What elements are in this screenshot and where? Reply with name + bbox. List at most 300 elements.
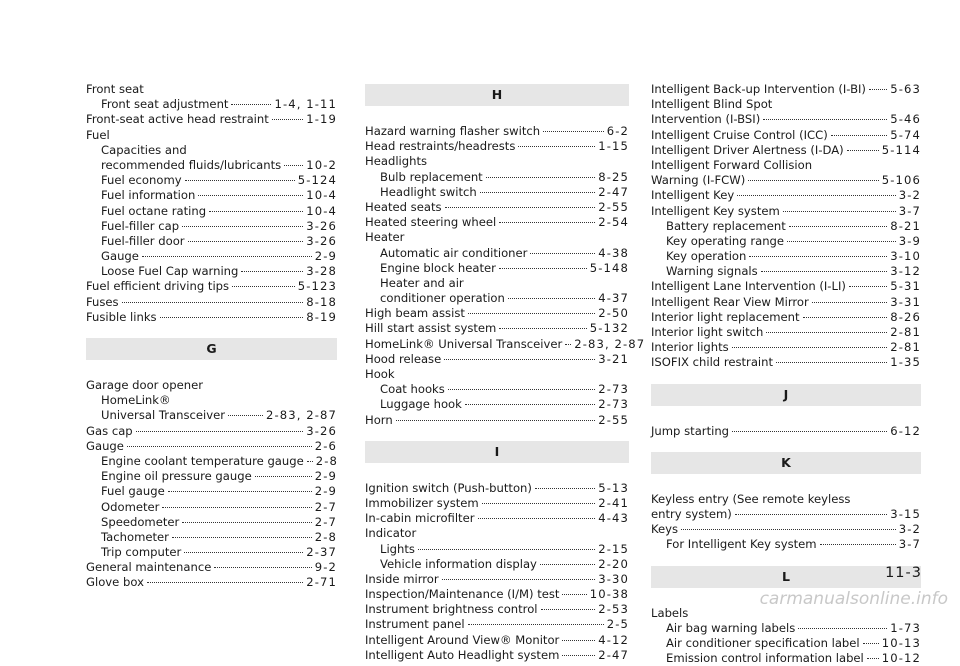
entry-page-ref: 3-31 bbox=[890, 294, 921, 309]
dot-leader bbox=[766, 332, 887, 333]
entry-term: Glove box bbox=[86, 575, 144, 590]
entry-page-ref: 4-12 bbox=[598, 632, 629, 647]
entry-page-ref: 10-13 bbox=[881, 635, 921, 650]
dot-leader bbox=[732, 347, 888, 348]
entry-page-ref: 4-38 bbox=[598, 245, 629, 260]
dot-leader bbox=[241, 271, 303, 272]
index-entry bbox=[651, 128, 921, 143]
index-entry bbox=[86, 234, 337, 249]
index-entry bbox=[365, 557, 629, 572]
index-entry bbox=[651, 636, 921, 651]
entry-page-ref: 2-9 bbox=[314, 249, 337, 264]
entry-term: Fuses bbox=[86, 294, 119, 309]
entry-term: Intelligent Key system bbox=[651, 203, 780, 218]
entry-term: Gauge bbox=[86, 438, 124, 453]
entry-page-ref: 2-9 bbox=[314, 484, 337, 499]
index-entry bbox=[86, 310, 337, 325]
dot-leader bbox=[231, 104, 271, 105]
page-number: 11-3 bbox=[885, 565, 922, 581]
entry-page-ref: 3-26 bbox=[306, 218, 337, 233]
index-column-1 bbox=[86, 82, 337, 591]
dot-leader bbox=[445, 207, 596, 208]
entry-page-ref: 5-63 bbox=[890, 82, 921, 96]
index-entry bbox=[365, 413, 629, 428]
dot-leader bbox=[869, 89, 887, 90]
entry-term: Front seat adjustment bbox=[101, 97, 229, 112]
entry-term: Universal Transceiver bbox=[101, 408, 225, 423]
dot-leader bbox=[142, 256, 312, 257]
entry-page-ref: 10-4 bbox=[306, 203, 337, 218]
entry-page-ref: 1-19 bbox=[306, 112, 337, 127]
section-letter-i: I bbox=[365, 441, 629, 463]
entry-page-ref: 5-106 bbox=[881, 173, 921, 188]
dot-leader bbox=[562, 640, 595, 641]
index-entry bbox=[86, 204, 337, 219]
index-entry bbox=[365, 291, 629, 306]
dot-leader bbox=[562, 594, 586, 595]
entry-page-ref: 5-132 bbox=[589, 321, 629, 336]
dot-leader bbox=[448, 389, 595, 390]
entry-term: Loose Fuel Cap warning bbox=[101, 264, 239, 279]
entry-page-ref: 2-15 bbox=[598, 541, 629, 556]
entry-page-ref: 5-31 bbox=[890, 279, 921, 294]
entry-page-ref: 9-2 bbox=[314, 560, 337, 575]
entry-page-ref: 2-6 bbox=[314, 438, 337, 453]
entry-page-ref: 2-55 bbox=[598, 199, 629, 214]
entry-page-ref: 4-37 bbox=[598, 291, 629, 306]
index-entry bbox=[86, 515, 337, 530]
index-entry: Indicator bbox=[365, 526, 417, 541]
index-entry bbox=[86, 500, 337, 515]
dot-leader bbox=[530, 253, 595, 254]
entry-term: Fuel octane rating bbox=[101, 203, 207, 218]
dot-leader bbox=[444, 359, 595, 360]
entry-term: Jump starting bbox=[651, 423, 730, 438]
entry-page-ref: 2-73 bbox=[598, 382, 629, 397]
entry-page-ref: 5-74 bbox=[890, 127, 921, 142]
dot-leader bbox=[182, 522, 311, 523]
index-entry bbox=[651, 264, 921, 279]
dot-leader bbox=[831, 135, 888, 136]
index-entry bbox=[365, 587, 629, 602]
index-entry bbox=[365, 602, 629, 617]
index-entry bbox=[365, 321, 629, 336]
index-entry bbox=[651, 82, 921, 97]
dot-leader bbox=[863, 643, 879, 644]
entry-term: Heated steering wheel bbox=[365, 215, 497, 230]
entry-term: Automatic air conditioner bbox=[380, 245, 528, 260]
entry-term: Warning (I-FCW) bbox=[651, 173, 746, 188]
entry-page-ref: 8-19 bbox=[306, 309, 337, 324]
entry-term: Intelligent Key bbox=[651, 188, 735, 203]
index-entry bbox=[86, 545, 337, 560]
index-entry: Labels bbox=[651, 605, 689, 620]
entry-page-ref: 2-47 bbox=[598, 647, 629, 662]
entry-page-ref: 6-12 bbox=[890, 423, 921, 438]
dot-leader bbox=[465, 404, 595, 405]
index-entry bbox=[651, 507, 921, 522]
entry-page-ref: 3-30 bbox=[598, 571, 629, 586]
entry-term: Engine coolant temperature gauge bbox=[101, 453, 304, 468]
dot-leader bbox=[820, 544, 896, 545]
entry-term: Instrument panel bbox=[365, 617, 465, 632]
entry-page-ref: 3-21 bbox=[598, 351, 629, 366]
dot-leader bbox=[735, 514, 888, 515]
index-entry bbox=[365, 170, 629, 185]
index-entry bbox=[651, 621, 921, 636]
index-entry bbox=[651, 188, 921, 203]
dot-leader bbox=[681, 529, 896, 530]
entry-term: Ignition switch (Push-button) bbox=[365, 480, 532, 495]
entry-term: Fuel economy bbox=[101, 173, 182, 188]
entry-term: Intelligent Auto Headlight system bbox=[365, 647, 560, 662]
entry-term: Headlight switch bbox=[380, 184, 477, 199]
entry-term: Fuel-filler door bbox=[101, 233, 185, 248]
index-entry bbox=[86, 295, 337, 310]
dot-leader bbox=[748, 180, 879, 181]
dot-leader bbox=[737, 195, 896, 196]
section-letter-l: L bbox=[651, 566, 921, 588]
entry-page-ref: 10-12 bbox=[881, 651, 921, 666]
index-entry: Headlights bbox=[365, 154, 428, 169]
entry-term: Coat hooks bbox=[380, 382, 445, 397]
section-letter-g: G bbox=[86, 338, 337, 360]
dot-leader bbox=[418, 549, 595, 550]
entry-term: Key operating range bbox=[666, 233, 785, 248]
entry-term: General maintenance bbox=[86, 560, 212, 575]
entry-term: Inside mirror bbox=[365, 571, 439, 586]
dot-leader bbox=[565, 344, 571, 345]
dot-leader bbox=[198, 195, 303, 196]
index-entry bbox=[86, 560, 337, 575]
dot-leader bbox=[732, 431, 887, 432]
index-entry bbox=[365, 215, 629, 230]
dot-leader bbox=[789, 226, 888, 227]
entry-term: Trip computer bbox=[101, 545, 182, 560]
index-entry bbox=[365, 124, 629, 139]
entry-page-ref: 2-9 bbox=[314, 469, 337, 484]
dot-leader bbox=[482, 503, 596, 504]
entry-term: In-cabin microfilter bbox=[365, 511, 475, 526]
entry-page-ref: 5-123 bbox=[297, 279, 337, 294]
index-entry: Capacities and bbox=[101, 142, 187, 157]
index-entry bbox=[651, 112, 921, 127]
dot-leader bbox=[787, 241, 896, 242]
index-entry bbox=[365, 633, 629, 648]
entry-page-ref: 6-2 bbox=[606, 124, 629, 138]
dot-leader bbox=[184, 552, 303, 553]
dot-leader bbox=[468, 624, 604, 625]
entry-page-ref: 8-26 bbox=[890, 309, 921, 324]
entry-term: Keys bbox=[651, 522, 679, 537]
entry-term: Intelligent Cruise Control (ICC) bbox=[651, 127, 828, 142]
entry-term: Fusible links bbox=[86, 309, 157, 324]
entry-page-ref: 5-46 bbox=[890, 112, 921, 127]
dot-leader bbox=[127, 446, 312, 447]
index-entry bbox=[86, 424, 337, 439]
entry-term: Fuel gauge bbox=[101, 484, 165, 499]
entry-term: Fuel information bbox=[101, 188, 196, 203]
dot-leader bbox=[518, 146, 595, 147]
entry-term: Interior lights bbox=[651, 340, 729, 355]
index-entry bbox=[651, 310, 921, 325]
dot-leader bbox=[540, 564, 595, 565]
entry-page-ref: 2-41 bbox=[598, 495, 629, 510]
entry-term: Intelligent Driver Alertness (I-DA) bbox=[651, 142, 844, 157]
dot-leader bbox=[812, 302, 888, 303]
dot-leader bbox=[867, 658, 879, 659]
entry-term: Gauge bbox=[101, 249, 139, 264]
entry-term: High beam assist bbox=[365, 306, 465, 321]
index-entry bbox=[651, 204, 921, 219]
dot-leader bbox=[188, 241, 304, 242]
entry-term: Engine block heater bbox=[380, 260, 496, 275]
entry-term: Speedometer bbox=[101, 514, 180, 529]
entry-page-ref: 2-83, 2-87 bbox=[574, 336, 646, 351]
entry-term: Bulb replacement bbox=[380, 169, 483, 184]
dot-leader bbox=[122, 302, 304, 303]
entry-page-ref: 8-18 bbox=[306, 294, 337, 309]
entry-page-ref: 2-73 bbox=[598, 397, 629, 412]
index-entry bbox=[365, 261, 629, 276]
entry-page-ref: 3-2 bbox=[898, 522, 921, 537]
entry-page-ref: 3-2 bbox=[898, 188, 921, 203]
section-letter-h: H bbox=[365, 84, 629, 106]
index-entry bbox=[86, 173, 337, 188]
index-entry bbox=[651, 219, 921, 234]
entry-page-ref: 2-7 bbox=[314, 514, 337, 529]
entry-term: ISOFIX child restraint bbox=[651, 355, 774, 370]
entry-page-ref: 2-53 bbox=[598, 602, 629, 617]
entry-page-ref: 2-54 bbox=[598, 215, 629, 230]
entry-page-ref: 3-7 bbox=[898, 203, 921, 218]
entry-term: Engine oil pressure gauge bbox=[101, 469, 252, 484]
index-entry: Fuel bbox=[86, 127, 110, 142]
watermark: carmanualsonline.info bbox=[759, 589, 948, 609]
dot-leader bbox=[255, 476, 312, 477]
entry-page-ref: 3-26 bbox=[306, 423, 337, 438]
entry-term: Head restraints/headrests bbox=[365, 139, 516, 154]
index-entry bbox=[365, 648, 629, 663]
index-entry bbox=[365, 246, 629, 261]
entry-page-ref: 10-4 bbox=[306, 188, 337, 203]
index-entry: Heater bbox=[365, 230, 405, 245]
entry-term: Luggage hook bbox=[380, 397, 462, 412]
dot-leader bbox=[478, 518, 596, 519]
entry-term: Emission control information label bbox=[666, 651, 864, 666]
index-entry bbox=[365, 617, 629, 632]
dot-leader bbox=[185, 180, 295, 181]
index-entry bbox=[365, 352, 629, 367]
index-entry: Intelligent Blind Spot bbox=[651, 97, 773, 112]
dot-leader bbox=[307, 461, 313, 462]
dot-leader bbox=[228, 415, 263, 416]
index-entry bbox=[86, 439, 337, 454]
dot-leader bbox=[499, 268, 587, 269]
dot-leader bbox=[480, 192, 596, 193]
dot-leader bbox=[284, 165, 303, 166]
dot-leader bbox=[442, 579, 596, 580]
entry-page-ref: 5-13 bbox=[598, 480, 629, 495]
dot-leader bbox=[783, 211, 896, 212]
entry-page-ref: 2-55 bbox=[598, 412, 629, 427]
entry-term: Gas cap bbox=[86, 423, 133, 438]
index-entry bbox=[86, 408, 337, 423]
dot-leader bbox=[209, 211, 303, 212]
dot-leader bbox=[160, 317, 304, 318]
entry-term: HomeLink® Universal Transceiver bbox=[365, 336, 563, 351]
index-entry bbox=[86, 264, 337, 279]
entry-term: Instrument brightness control bbox=[365, 602, 538, 617]
dot-leader bbox=[214, 567, 311, 568]
dot-leader bbox=[182, 226, 303, 227]
dot-leader bbox=[272, 119, 303, 120]
entry-term: Warning signals bbox=[666, 264, 758, 279]
dot-leader bbox=[761, 271, 888, 272]
entry-page-ref: 10-38 bbox=[589, 587, 629, 602]
dot-leader bbox=[562, 655, 595, 656]
entry-page-ref: 2-37 bbox=[306, 545, 337, 560]
entry-term: Tachometer bbox=[101, 529, 169, 544]
index-entry: Keyless entry (See remote keyless bbox=[651, 491, 851, 506]
entry-page-ref: 3-26 bbox=[306, 233, 337, 248]
index-entry bbox=[365, 382, 629, 397]
index-column-2 bbox=[365, 82, 646, 663]
dot-leader bbox=[543, 131, 604, 132]
entry-term: Fuel-filler cap bbox=[101, 218, 180, 233]
index-entry bbox=[86, 454, 337, 469]
index-entry bbox=[86, 279, 337, 294]
dot-leader bbox=[535, 488, 595, 489]
index-entry bbox=[651, 325, 921, 340]
entry-page-ref: 2-7 bbox=[314, 499, 337, 514]
entry-term: Hill start assist system bbox=[365, 321, 497, 336]
entry-page-ref: 3-28 bbox=[306, 264, 337, 279]
entry-term: Lights bbox=[380, 541, 415, 556]
index-entry bbox=[651, 279, 921, 294]
entry-term: Air conditioner specification label bbox=[666, 635, 860, 650]
entry-term: Hazard warning flasher switch bbox=[365, 124, 541, 138]
index-entry bbox=[365, 336, 646, 352]
entry-page-ref: 2-71 bbox=[306, 575, 337, 590]
dot-leader bbox=[396, 420, 596, 421]
index-entry bbox=[86, 188, 337, 203]
index-entry: Intelligent Forward Collision bbox=[651, 157, 813, 172]
dot-leader bbox=[541, 609, 596, 610]
entry-term: Heated seats bbox=[365, 199, 442, 214]
entry-page-ref: 2-50 bbox=[598, 306, 629, 321]
index-entry bbox=[651, 234, 921, 249]
index-entry: Hook bbox=[365, 367, 395, 381]
index-entry bbox=[86, 575, 337, 590]
entry-page-ref: 2-8 bbox=[315, 453, 338, 468]
index-entry bbox=[86, 158, 337, 173]
entry-term: Odometer bbox=[101, 499, 160, 514]
entry-term: Intelligent Back-up Intervention (I-BI) bbox=[651, 82, 866, 96]
entry-page-ref: 1-35 bbox=[890, 355, 921, 370]
dot-leader bbox=[798, 628, 887, 629]
entry-page-ref: 1-73 bbox=[890, 620, 921, 635]
index-entry bbox=[365, 185, 629, 200]
dot-leader bbox=[749, 256, 887, 257]
index-entry: Front seat bbox=[86, 82, 144, 96]
entry-page-ref: 3-7 bbox=[898, 537, 921, 552]
dot-leader bbox=[763, 119, 887, 120]
entry-page-ref: 3-10 bbox=[890, 249, 921, 264]
entry-term: Inspection/Maintenance (I/M) test bbox=[365, 587, 560, 602]
entry-page-ref: 1-15 bbox=[598, 139, 629, 154]
index-entry bbox=[86, 530, 337, 545]
entry-page-ref: 2-81 bbox=[890, 325, 921, 339]
index-entry bbox=[651, 355, 921, 370]
entry-term: Immobilizer system bbox=[365, 495, 479, 510]
dot-leader bbox=[499, 222, 595, 223]
index-entry bbox=[651, 249, 921, 264]
entry-page-ref: 8-25 bbox=[598, 169, 629, 184]
index-entry: Heater and air bbox=[380, 275, 464, 290]
dot-leader bbox=[232, 286, 295, 287]
dot-leader bbox=[776, 362, 887, 363]
entry-term: Front-seat active head restraint bbox=[86, 112, 269, 127]
index-entry bbox=[86, 112, 337, 127]
entry-term: Vehicle information display bbox=[380, 556, 537, 571]
index-entry bbox=[86, 97, 337, 112]
dot-leader bbox=[849, 286, 887, 287]
dot-leader bbox=[162, 507, 311, 508]
index-entry bbox=[651, 651, 921, 666]
index-entry bbox=[365, 139, 629, 154]
dot-leader bbox=[468, 313, 595, 314]
entry-page-ref: 2-20 bbox=[598, 556, 629, 571]
index-entry bbox=[651, 537, 921, 552]
entry-page-ref: 2-47 bbox=[598, 184, 629, 199]
index-entry bbox=[365, 306, 629, 321]
entry-term: Horn bbox=[365, 412, 393, 427]
entry-page-ref: 3-12 bbox=[890, 264, 921, 279]
entry-page-ref: 5-114 bbox=[881, 142, 921, 157]
dot-leader bbox=[508, 298, 595, 299]
dot-leader bbox=[803, 317, 888, 318]
entry-page-ref: 2-83, 2-87 bbox=[266, 408, 337, 423]
section-letter-j: J bbox=[651, 384, 921, 406]
index-entry bbox=[651, 522, 921, 537]
entry-page-ref: 5-124 bbox=[297, 173, 337, 188]
entry-term: Key operation bbox=[666, 249, 747, 264]
index-column-3 bbox=[651, 82, 921, 666]
entry-term: conditioner operation bbox=[380, 291, 505, 306]
index-entry bbox=[365, 200, 629, 215]
index-entry bbox=[365, 397, 629, 412]
entry-page-ref: 4-43 bbox=[598, 511, 629, 526]
index-entry bbox=[365, 496, 629, 511]
index-entry bbox=[365, 542, 629, 557]
dot-leader bbox=[147, 582, 303, 583]
entry-term: Air bag warning labels bbox=[666, 620, 796, 635]
entry-page-ref: 5-148 bbox=[589, 260, 629, 275]
index-entry bbox=[365, 511, 629, 526]
entry-term: Hood release bbox=[365, 351, 442, 366]
entry-term: Intelligent Rear View Mirror bbox=[651, 294, 809, 309]
entry-term: recommended fluids/lubricants bbox=[101, 157, 282, 172]
index-entry bbox=[365, 481, 629, 496]
entry-page-ref: 8-21 bbox=[890, 218, 921, 233]
index-entry: HomeLink® bbox=[101, 393, 171, 408]
entry-term: Interior light switch bbox=[651, 325, 764, 339]
dot-leader bbox=[136, 431, 304, 432]
index-entry bbox=[86, 219, 337, 234]
entry-term: Intervention (I-BSI) bbox=[651, 112, 761, 127]
index-entry bbox=[651, 340, 921, 355]
